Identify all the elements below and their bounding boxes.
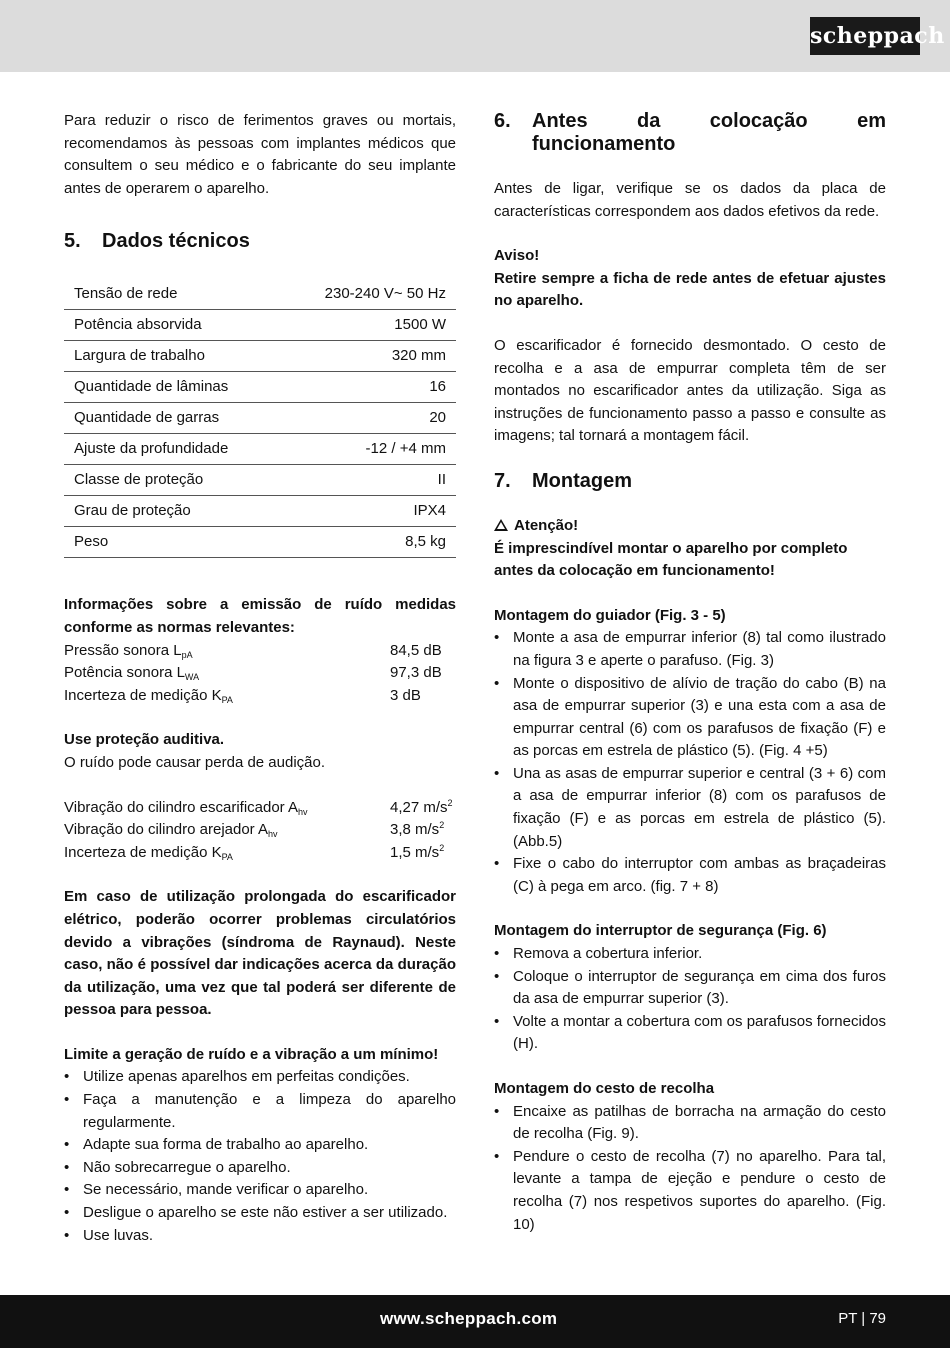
cesto-list — [494, 1101, 886, 1237]
bullet-icon: • — [64, 1136, 70, 1154]
spec-label: Tensão de rede — [64, 279, 280, 310]
vibration-values — [64, 797, 456, 865]
warning-triangle-icon — [494, 519, 508, 531]
interruptor-heading: Montagem do interruptor de segurança (Fig. 6) — [494, 922, 827, 940]
vibration-row: Vibração do cilindro escarificador $A_{hv}$ 4,27 $m/s^2$ — [64, 797, 453, 817]
spec-label: Classe de proteção — [64, 465, 280, 496]
bullet-icon: • — [64, 1204, 70, 1222]
list-item: • Fixe o cabo do interruptor com ambas as braçadeiras (C) à pega em arco. (fig. 7 + 8) — [494, 855, 886, 895]
spec-value: -12 / +4 mm — [280, 434, 456, 465]
spec-row — [64, 279, 456, 310]
spec-label: Grau de proteção — [64, 496, 280, 527]
vibration-row: Vibração do cilindro arejador $A_{hv}$ 3,8 $m/s^2$ — [64, 820, 445, 840]
right-column — [494, 110, 886, 1236]
section-5-heading: 5. Dados técnicos — [64, 230, 250, 253]
aviso-text: Retire sempre a ficha de rede antes de efetuar ajustes no aparelho. — [494, 269, 886, 310]
bullet-icon: • — [494, 629, 500, 647]
bullet-icon: • — [64, 1091, 70, 1109]
noise-row: Potência sonora $L_{WA}$ 97,3 dB — [64, 664, 442, 683]
spec-row — [64, 403, 456, 434]
section-7-heading: 7. Montagem — [494, 469, 632, 492]
hearing-protection-text: O ruído pode causar perda de audição. — [64, 753, 326, 771]
list-item: • Use luvas. — [64, 1225, 456, 1248]
bullet-icon: • — [64, 1068, 70, 1086]
bullet-icon: • — [494, 674, 500, 692]
list-item: • Una as asas de empurrar superior e central (3 + 6) com a asa de empurrar inferior (8) com os parafusos de fixação (F) e as porcas em estrela de plástico (5). (Abb.5) — [494, 764, 886, 850]
spec-label: Peso — [64, 527, 280, 558]
atencao-text: É imprescindível montar o aparelho por completo antes da colocação em funcionamento! — [494, 539, 848, 580]
bullet-icon: • — [494, 1012, 500, 1030]
spec-label: Quantidade de lâminas — [64, 372, 280, 403]
guiador-heading: Montagem do guiador (Fig. 3 - 5) — [494, 606, 726, 624]
spec-row — [64, 527, 456, 558]
spec-value: 1500 W — [280, 310, 456, 341]
spec-row — [64, 372, 456, 403]
bullet-icon: • — [64, 1226, 70, 1244]
bullet-icon: • — [494, 945, 500, 963]
list-item: • Se necessário, mande verificar o aparelho. — [64, 1179, 456, 1202]
page-number: PT | 79 — [838, 1310, 886, 1327]
spec-value: 8,5 kg — [280, 527, 456, 558]
list-item: • Remova a cobertura inferior. — [494, 943, 886, 966]
atencao-title: Atenção! — [494, 515, 886, 538]
list-item: • Adapte sua forma de trabalho ao aparelho. — [64, 1134, 456, 1157]
noise-row: Incerteza de medição $K_{PA}$ 3 dB — [64, 686, 421, 705]
delivery-text: O escarificador é fornecido desmontado. O cesto de recolha e a asa de empurrar completa têm de ser montados no escarificador antes da utilização. Siga as instruções de funcionamento passo a passo e consulte as imagens; tal tornará a montagem fácil. — [494, 336, 886, 445]
cesto-heading: Montagem do cesto de recolha — [494, 1080, 715, 1097]
list-item: • Utilize apenas aparelhos em perfeitas condições. — [64, 1066, 456, 1089]
spec-row — [64, 341, 456, 372]
vibration-row: Incerteza de medição $K_{PA}$ 1,5 $m/s^2$ — [64, 842, 445, 862]
aviso-title: Aviso! — [494, 247, 540, 265]
spec-value: II — [280, 465, 456, 496]
technical-data-table — [64, 279, 456, 558]
spec-value: 230-240 V~ 50 Hz — [280, 279, 456, 310]
list-item: • Monte o dispositivo de alívio de tração do cabo (B) na asa de empurrar superior (3) e una esta com a asa de empurrar central (6) com os parafusos de fixação (F) e as porcas em estrela de plástico (5). (Fig. 4 +5) — [494, 674, 886, 760]
spec-label: Quantidade de garras — [64, 403, 280, 434]
left-column — [64, 110, 456, 1247]
interruptor-list — [494, 943, 886, 1056]
spec-label: Potência absorvida — [64, 310, 280, 341]
bullet-icon: • — [64, 1158, 70, 1176]
bullet-icon: • — [494, 855, 500, 873]
spec-value: 16 — [280, 372, 456, 403]
page-header — [0, 0, 950, 72]
spec-value: 320 mm — [280, 341, 456, 372]
raynaud-warning: Em caso de utilização prolongada do escarificador elétrico, poderão ocorrer problemas circulatórios devido a vibrações (síndroma de Raynaud). Neste caso, não é possível dar indicações acerca da duração da utilização, uma vez que tal poderá ser diferente de pessoa para pessoa. — [64, 888, 456, 1019]
bullet-icon: • — [494, 1147, 500, 1165]
list-item: • Pendure o cesto de recolha (7) no aparelho. Para tal, levante a tampa de ejeção e pendure o cesto de recolha (7) nos respetivos suportes do aparelho. (Fig. 10) — [494, 1147, 886, 1233]
noise-values — [64, 640, 456, 708]
list-item: • Coloque o interruptor de segurança em cima dos furos da asa de empurrar superior (3). — [494, 967, 886, 1008]
spec-value: 20 — [280, 403, 456, 434]
spec-label: Largura de trabalho — [64, 341, 280, 372]
spec-row — [64, 496, 456, 527]
scheppach-logo: scheppach — [810, 17, 920, 55]
guiador-list — [494, 627, 886, 898]
implant-warning-text: Para reduzir o risco de ferimentos graves ou mortais, recomendamos às pessoas com implantes médicos que consultem o seu médico e o fabricante do seu implante antes de operarem o aparelho. — [64, 112, 456, 197]
bullet-icon: • — [494, 764, 500, 782]
list-item: • Não sobrecarregue o aparelho. — [64, 1157, 456, 1180]
spec-value: IPX4 — [280, 496, 456, 527]
page-footer — [0, 1295, 950, 1348]
list-item: • Encaixe as patilhas de borracha na armação do cesto de recolha (Fig. 9). — [494, 1102, 886, 1143]
section-6-text: Antes de ligar, verifique se os dados da placa de características correspondem aos dados efetivos da rede. — [494, 180, 886, 220]
spec-row — [64, 434, 456, 465]
list-item: • Faça a manutenção e a limpeza do aparelho regularmente. — [64, 1091, 456, 1131]
list-item: • Desligue o aparelho se este não estiver a ser utilizado. — [64, 1202, 456, 1225]
limit-list — [64, 1066, 456, 1247]
bullet-icon: • — [494, 967, 500, 985]
spec-label: Ajuste da profundidade — [64, 434, 280, 465]
noise-row: Pressão sonora $L_{pA}$ 84,5 dB — [64, 641, 442, 660]
list-item: • Volte a montar a cobertura com os parafusos fornecidos (H). — [494, 1012, 886, 1053]
noise-heading: Informações sobre a emissão de ruído medidas conforme as normas relevantes: — [64, 596, 456, 636]
website-link[interactable]: www.scheppach.com — [380, 1309, 558, 1328]
section-6-heading: 6. Antes da colocação em funcionamento — [494, 110, 886, 155]
list-item: • Monte a asa de empurrar inferior (8) tal como ilustrado na figura 3 e aperte o parafuso. (Fig. 3) — [494, 629, 886, 669]
limit-heading: Limite a geração de ruído e a vibração a um mínimo! — [64, 1045, 439, 1063]
hearing-protection-heading: Use proteção auditiva. — [64, 731, 225, 749]
spec-row — [64, 465, 456, 496]
spec-row — [64, 310, 456, 341]
bullet-icon: • — [64, 1181, 70, 1199]
bullet-icon: • — [494, 1102, 500, 1120]
